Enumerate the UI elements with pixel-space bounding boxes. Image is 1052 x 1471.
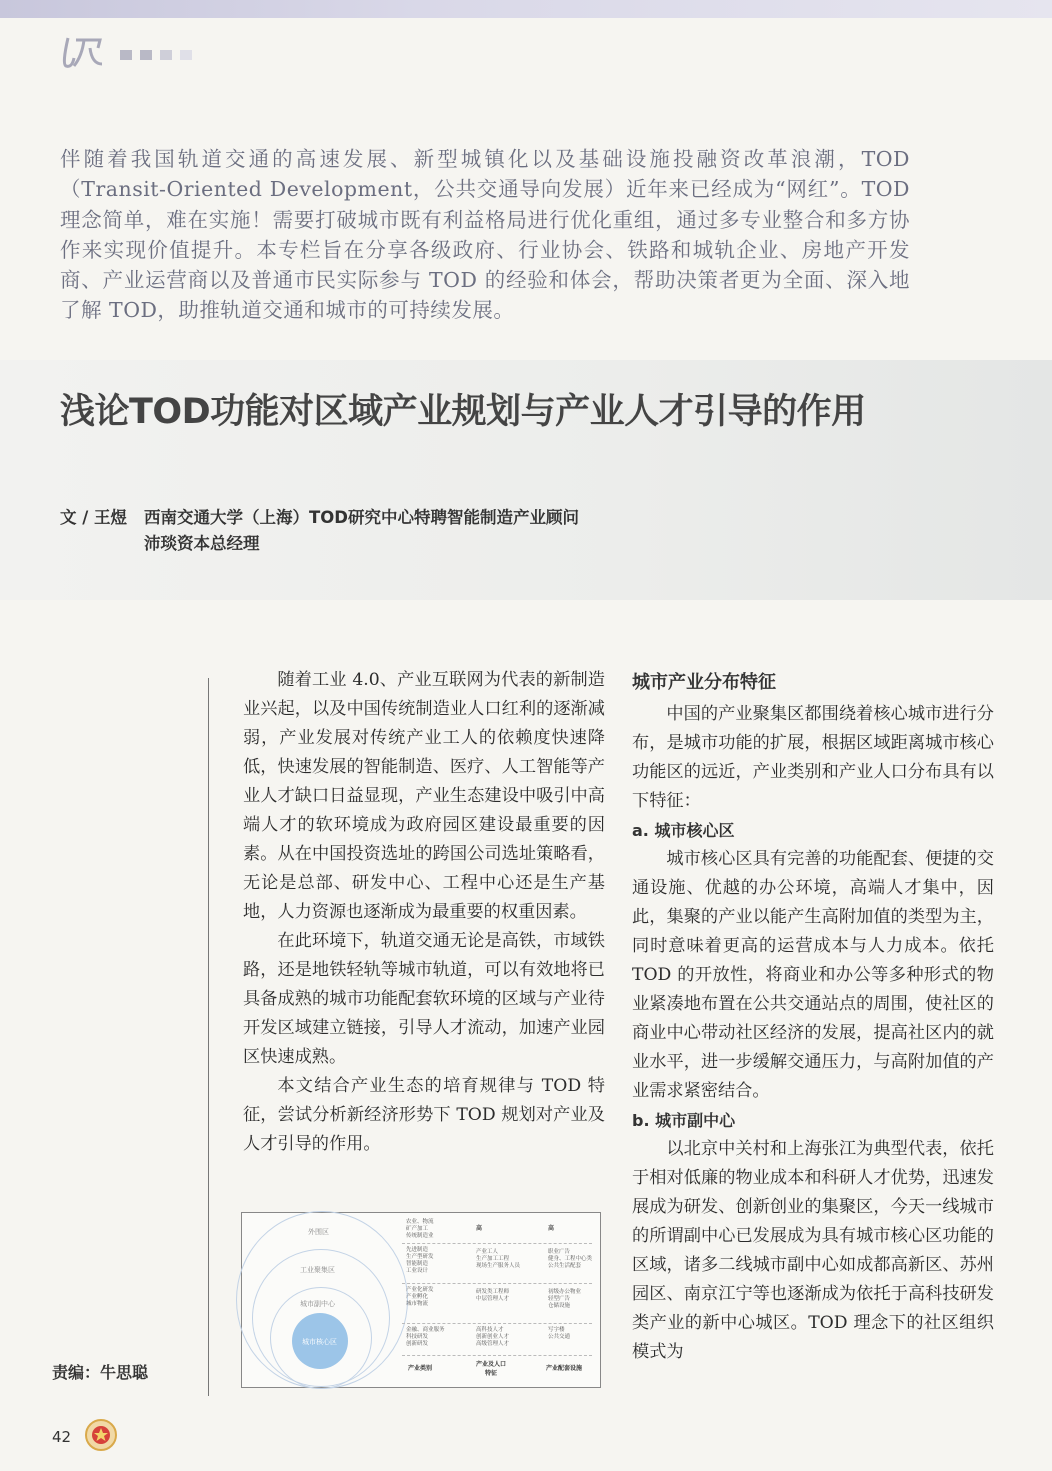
byline-author: 文 / 王煜 bbox=[60, 508, 128, 527]
fig-cell: 产业工人 生产加工工程 现场生产服务人员 bbox=[476, 1249, 521, 1269]
fig-divider bbox=[402, 1355, 592, 1356]
ring-label-outer: 外围区 bbox=[308, 1228, 329, 1236]
fig-cell: 职业广告 健身、工程中心类 公共生活配套 bbox=[548, 1249, 593, 1269]
col-head: 高 bbox=[548, 1225, 555, 1232]
fig-cell: 农业、物流 矿产加工 传统制造业 bbox=[406, 1219, 434, 1239]
industry-distribution-figure bbox=[241, 1212, 601, 1388]
col-head: 高 bbox=[476, 1225, 483, 1232]
paragraph: 本文结合产业生态的培育规律与 TOD 特征，尝试分析新经济形势下 TOD 规划对产业及人才引导的作用。 bbox=[243, 1076, 605, 1154]
fig-footer: 产业类别 bbox=[408, 1365, 433, 1372]
fig-cell: 研发类工程师 中层管理人才 bbox=[476, 1289, 510, 1302]
paragraph: 随着工业 4.0、产业互联网为代表的新制造业兴起，以及中国传统制造业人口红利的逐渐减弱，产业发展对传统产业工人的依赖度快速降低，快速发展的智能制造、医疗、人工智能等产业人才缺口日益显现，产业生态建设中吸引中高端人才的软环境成为政府园区建设最重要的因素。从在中国投资选址的跨国公司选址策略看，无论是总部、研发中心、工程中心还是生产基地，人力资源也逐渐成为最重要的权重因素。 bbox=[243, 670, 605, 922]
fig-footer: 产业及人口 特征 bbox=[476, 1361, 507, 1377]
ring-label-industrial: 工业聚集区 bbox=[300, 1266, 335, 1274]
page-number: 42 bbox=[52, 1428, 72, 1446]
fig-footer: 产业配套设施 bbox=[546, 1365, 583, 1372]
top-color-bar bbox=[0, 0, 1052, 18]
header-decoration bbox=[120, 50, 192, 60]
fig-cell: 先进制造 生产型研发 智能制造 工业设计 bbox=[406, 1247, 434, 1274]
fig-cell: 初级办公物业 轻型广告 仓储设施 bbox=[548, 1289, 582, 1309]
column-logo-icon bbox=[60, 34, 106, 70]
paragraph: 中国的产业聚集区都围绕着核心城市进行分布，是城市功能的扩展，根据区域距离城市核心功能区的远近，产业类别和产业人口分布具有以下特征： bbox=[632, 704, 994, 811]
byline-affiliation: 西南交通大学（上海）TOD研究中心特聘智能制造产业顾问 bbox=[144, 508, 579, 527]
right-column bbox=[632, 668, 994, 1367]
paragraph: 以北京中关村和上海张江为典型代表，依托于相对低廉的物业成本和科研人才优势，迅速发展成为研发、创新创业的集聚区，今天一线城市的所谓副中心已发展成为具有城市核心区功能的区域，诸多二线城市副中心如成都高新区、苏州园区、南京江宁等也逐渐成为依托于高科技研发类产业的新中心城区。TOD 理念下的社区组织模式为 bbox=[632, 1139, 994, 1362]
subsection-heading: b. 城市副中心 bbox=[632, 1111, 736, 1130]
subsection-heading: a. 城市核心区 bbox=[632, 821, 735, 840]
article-title: 浅论TOD功能对区域产业规划与产业人才引导的作用 bbox=[60, 392, 866, 432]
paragraph: 城市核心区具有完善的功能配套、便捷的交通设施、优越的办公环境，高端人才集中，因此，集聚的产业以能产生高附加值的类型为主，同时意味着更高的运营成本与人力成本。依托 TOD 的开放性，将商业和办公等多种形式的物业紧凑地布置在公共交通站点的周围，使社区的商业中心带动社区经济的发展，提高社区内的就业水平，进一步缓解交通压力，与高附加值的产业需求紧密结合。 bbox=[632, 849, 994, 1101]
column-divider bbox=[208, 678, 209, 1396]
section-heading: 城市产业分布特征 bbox=[632, 672, 776, 693]
fig-divider bbox=[402, 1283, 592, 1284]
ring-label-core: 城市核心区 bbox=[302, 1338, 337, 1346]
fig-cell: 金融、商业服务 科技研发 创新研发 bbox=[406, 1327, 445, 1347]
emblem-icon bbox=[84, 1418, 118, 1452]
left-column bbox=[243, 666, 605, 1159]
byline-position: 沛琰资本总经理 bbox=[144, 534, 260, 553]
fig-cell: 写字楼 公共交通 bbox=[548, 1327, 571, 1340]
fig-divider bbox=[402, 1323, 592, 1324]
paragraph: 在此环境下，轨道交通无论是高铁，市域铁路，还是地铁轻轨等城市轨道，可以有效地将已具备成熟的城市功能配套软环境的区域与产业待开发区域建立链接，引导人才流动，加速产业园区快速成熟。 bbox=[243, 931, 605, 1067]
column-intro: 伴随着我国轨道交通的高速发展、新型城镇化以及基础设施投融资改革浪潮，TOD（Transit-Oriented Development，公共交通导向发展）近年来已经成为“网红”。TOD 理念简单，难在实施！需要打破城市既有利益格局进行优化重组，通过多专业整合和多方协作来实现价值提升。本专栏旨在分享各级政府、行业协会、铁路和城轨企业、房地产开发商、产业运营商以及普通市民实际参与 TOD 的经验和体会，帮助决策者更为全面、深入地了解 TOD，助推轨道交通和城市的可持续发展。 bbox=[60, 147, 910, 323]
ring-label-sub-center: 城市副中心 bbox=[300, 1300, 335, 1308]
fig-cell: 高科技人才 创新创业人才 高级管理人才 bbox=[476, 1327, 510, 1347]
editor-credit: 责编：牛思聪 bbox=[52, 1363, 149, 1382]
fig-divider bbox=[402, 1243, 592, 1244]
byline bbox=[60, 505, 579, 557]
fig-cell: 产业化研发 产业孵化 城市物流 bbox=[406, 1287, 434, 1307]
